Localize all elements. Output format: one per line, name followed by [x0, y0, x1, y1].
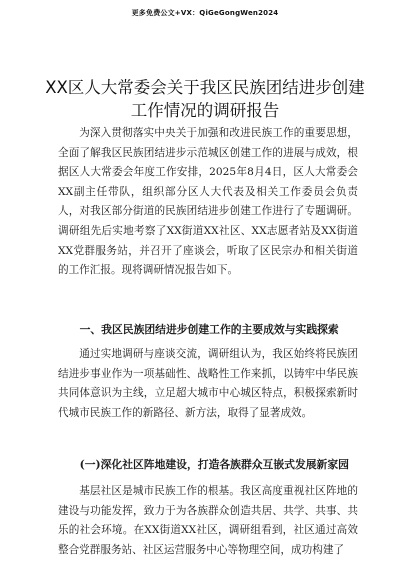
header-note: 更多免费公文+VX：QiGeGongWen2024: [131, 9, 279, 17]
section-paragraph: 通过实地调研与座谈交流，调研组认为，我区始终将民族团结进步事业作为一项基础性、战略性工作来抓，以铸牢中华民族共同体意识为主线，立足超大城市中心城区特点，积极探索新时代城市民族工作的新路径、新方法，取得了显著成效。: [58, 348, 358, 419]
intro-paragraph: 为深入贯彻落实中央关于加强和改进民族工作的重要思想，全面了解我区民族团结进步示范城区创建工作的进展与成效，根据区人大常委会年度工作安排，2025年8月4日，区人大常委会XX副主任带队，组织部分区人大代表及相关工作委员会负责人，对我区部分街道的民族团结进步创建工作进行了专题调研。调研组先后实地考察了XX街道XX社区、XX志愿者站及XX街道XX党群服务站，并召开了座谈会，听取了区民宗办和相关街道的工作汇报。现将调研情况报告如下。: [58, 127, 358, 277]
section-heading: 一、我区民族团结进步创建工作的主要成效与实践探索: [79, 323, 339, 336]
subsection-heading: (一)深化社区阵地建设，打造各族群众互嵌式发展新家园: [79, 458, 349, 471]
document-title: XX区人大常委会关于我区民族团结进步创建工作情况的调研报告: [45, 78, 365, 120]
subsection-paragraph: 基层社区是城市民族工作的根基。我区高度重视社区阵地的建设与功能发挥，致力于为各族群众创造共居、共学、共事、共乐的社会环境。在XX街道XX社区，调研组看到，社区通过高效整合党群服务站、社区运营服务中心等物理空间，成功构建了: [58, 485, 358, 556]
